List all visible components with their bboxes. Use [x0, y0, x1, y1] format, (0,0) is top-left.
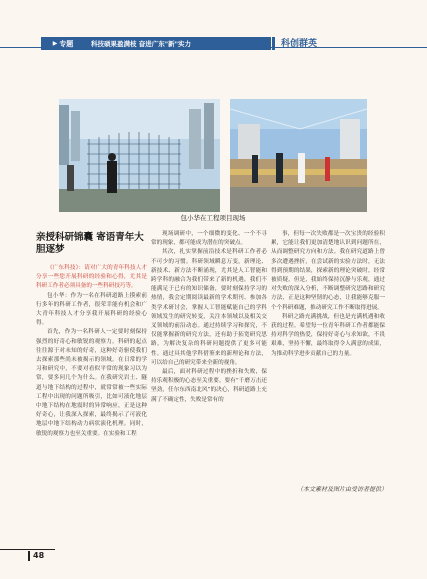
photo-caption: 包小华在工程项目现场 [180, 214, 246, 222]
column-2 [151, 230, 267, 405]
source-credit: （本文素材及图片由受访者提供） [297, 486, 388, 493]
header-separator [272, 37, 275, 50]
paragraph: 其次，扎实掌握前沿技术是科研工作者必不可少的习惯。科研领域瞬息万变，新理论、新技术、新方法不断涌现，尤其是人工智能和跨学科的融合为我们带来了新的机遇。我们不能满足于已有的知识储备，要时刻保持学习的热情，我会定期阅读最新的学术期刊、参加各类学术研讨会，掌握人工智能赋能自己的学科领域发生的研究转变，关注本领域以及相关交叉领域的前沿动态。通过持续学习和探究，不仅能掌握新的研究方法，还有助于拓宽研究思路，为解决复杂的科研问题提供了更多可能性。通过具其他学科借鉴来的新理论和方法，可以给自己的研究带来全新的视角。 [151, 249, 267, 366]
interview-question: 《广东科技》：请对广大的青年科技人才分享一些您开展科研的经验和心得，尤其是科研工作者必须具备的一些科研技巧等。 [36, 265, 147, 290]
topic-banner: 科技硕果盈满枝 奋进广东"新"实力 [85, 37, 271, 50]
section-label: 科创群英 [281, 39, 318, 49]
page-number: 48 [33, 551, 45, 560]
play-icon: ▶ [52, 40, 58, 47]
paragraph: 最后，面对科研过程中的挫折和失败，保持乐观积极的心态至关重要。要有“千磨万击还坚劲，任尔东西南北风”的决心，科研道路上充满了不确定性，失败是常有的 [151, 369, 267, 403]
paragraph: 现场调研中，一个细微的变化、一个不寻常的现象，都可能成为潜在的突破点。 [151, 231, 267, 247]
footer-rule [0, 549, 55, 550]
column-1 [36, 264, 147, 439]
topic-tab [41, 37, 85, 50]
article-title: 亲授科研锦囊 寄语青年大胆逐梦 [36, 232, 144, 255]
paragraph: 首先，作为一名科研人一定要时刻保持强烈的好奇心和敏锐的观察力。科研的起点往往源于对未知的好奇，这种好奇驱使我们去探索那些尚未被揭示的领域。在日常的学习和研究中，不要对看似平常的现象习以为常，要多问几个为什么。在我研究岩土、隧道与地下结构的过程中，就常常被一些实际工程中出现的问题所吸引，比如可液化地层中地下结构在地震时的异常响应，正是这种好奇心，让我深入探索，最终揭示了可液化地层中地下结构动力病状演化机理。同时，敏锐的观察力也至关重要。在实验和工程 [36, 329, 147, 437]
paragraph: 事，但每一次失败都是一次宝贵的经验积累，它能让我们更加清楚地认识到问题所在，从而调整研究方向和方法。我在研究道路上曾多次遭遇挫折，在尝试新的实验方法时，无法得到预期的结果，探索新的理论突破时，经常被质疑，但是，我始终保持沉静与乐观，通过对失败的深入分析，不断调整研究思路和研究方法，正是这种坚韧的心态，让我能够克服一个个科研难题，推动研究工作不断取得进展。 [271, 231, 385, 311]
page-marker [28, 551, 30, 561]
photo-construction-site-left [59, 99, 220, 212]
paragraph: 包小华：作为一名在科研道路上摸索前行多年的科研工作者，很荣幸能有机会和广大青年科技人才分享我开展科研的经验心得。 [36, 292, 147, 327]
column-3 [271, 230, 385, 359]
paragraph: 科研之路充满挑战，但也是充满机遇和收获的过程。希望每一位青年科研工作者都能保持对科学的热爱，保持好奇心与求知欲，不畏艰难，坚持不懈，最终取得令人满意的成果，为推动科学进步贡献自己的力量。 [271, 313, 385, 357]
topic-tab-label: 专题 [59, 39, 74, 48]
photo-construction-site-right [230, 99, 367, 212]
